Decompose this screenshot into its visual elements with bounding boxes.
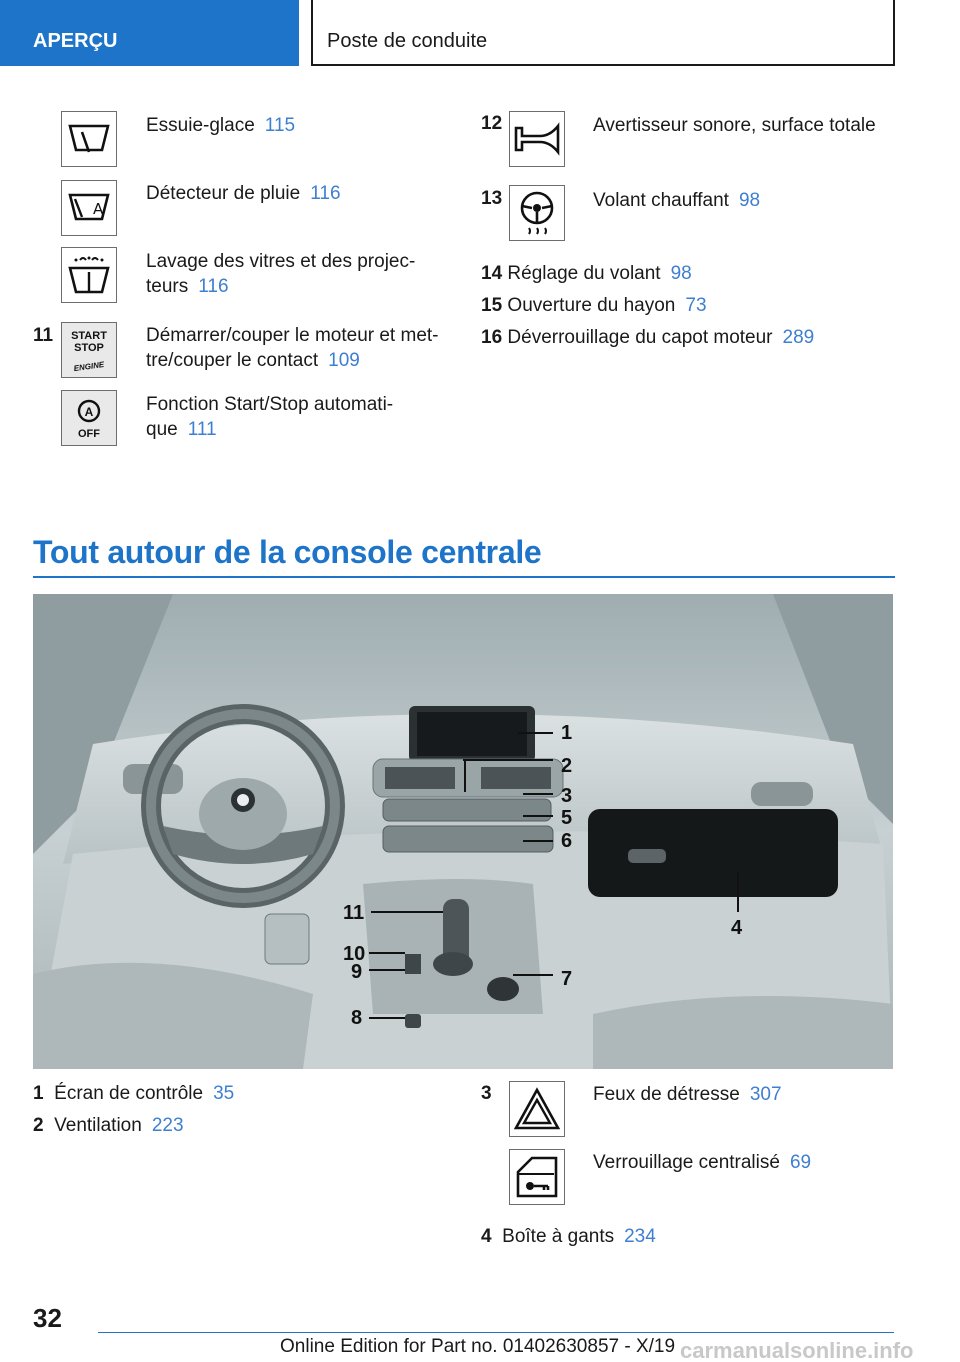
list-item-text: Avertisseur sonore, surface totale bbox=[593, 115, 876, 136]
horn-icon bbox=[509, 111, 565, 167]
callout-label: 3 bbox=[561, 785, 573, 807]
list-item-text: Feux de détresse 307 bbox=[593, 1084, 782, 1105]
list-item: 1 Écran de contrôle 35 bbox=[33, 1083, 235, 1104]
page-reference[interactable]: 109 bbox=[328, 350, 360, 371]
page-reference[interactable]: 234 bbox=[624, 1226, 656, 1247]
heated-steering-wheel-icon bbox=[509, 185, 565, 241]
svg-text:START: START bbox=[71, 330, 107, 342]
item-number: 12 bbox=[481, 113, 503, 134]
page-reference[interactable]: 116 bbox=[198, 276, 229, 297]
list-item: 4 Boîte à gants 234 bbox=[481, 1226, 656, 1247]
start-stop-engine-icon bbox=[61, 322, 117, 378]
list-item-text: Volant chauffant 98 bbox=[593, 190, 761, 211]
callout-label: 4 bbox=[731, 917, 743, 939]
page-header bbox=[0, 0, 960, 66]
list-item-text: Fonction Start/Stop automati- que 111 bbox=[146, 394, 394, 440]
page-reference[interactable]: 289 bbox=[782, 327, 815, 348]
rain-sensor-icon bbox=[61, 180, 117, 236]
washer-icon bbox=[61, 247, 117, 303]
item-number: 3 bbox=[481, 1083, 492, 1104]
watermark: carmanualsonline.info bbox=[680, 1338, 914, 1362]
section-tab: APERÇU bbox=[0, 0, 299, 66]
svg-text:STOP: STOP bbox=[74, 342, 104, 354]
edition-text: Online Edition for Part no. 01402630857 - X/19 bbox=[280, 1336, 676, 1357]
section-divider bbox=[33, 576, 895, 578]
list-item-text: Détecteur de pluie 116 bbox=[146, 183, 341, 204]
callout-label: 5 bbox=[561, 807, 573, 829]
dashboard-illustration bbox=[33, 594, 893, 1069]
list-item: 14 Réglage du volant 98 bbox=[481, 263, 692, 284]
callout-label: 8 bbox=[351, 1007, 363, 1029]
page-number: 32 bbox=[33, 1303, 62, 1333]
callout-label: 11 bbox=[343, 902, 365, 924]
page-reference[interactable]: 307 bbox=[749, 1084, 782, 1105]
svg-text:ENGINE: ENGINE bbox=[73, 359, 105, 374]
list-item: 2 Ventilation 223 bbox=[33, 1115, 184, 1136]
central-locking-icon bbox=[509, 1149, 565, 1205]
svg-text:A: A bbox=[84, 405, 94, 419]
page-reference[interactable]: 111 bbox=[187, 419, 217, 440]
list-item-text: Verrouillage centralisé 69 bbox=[593, 1152, 812, 1173]
section-title: Tout autour de la console centrale bbox=[33, 534, 542, 570]
callout-label: 6 bbox=[561, 830, 573, 852]
list-item-text: Lavage des vitres et des projec- teurs 116 bbox=[146, 251, 416, 297]
page-reference[interactable]: 116 bbox=[310, 183, 341, 204]
wiper-icon bbox=[61, 111, 117, 167]
hazard-warning-icon bbox=[509, 1081, 565, 1137]
page-reference[interactable]: 115 bbox=[264, 115, 296, 136]
page-reference[interactable]: 98 bbox=[738, 190, 761, 211]
page-reference[interactable]: 98 bbox=[670, 263, 692, 284]
page-reference[interactable]: 35 bbox=[213, 1083, 235, 1104]
svg-text:OFF: OFF bbox=[78, 428, 100, 440]
callout-label: 10 bbox=[343, 943, 366, 965]
list-item: 16 Déverrouillage du capot moteur 289 bbox=[481, 327, 815, 348]
page-reference[interactable]: 223 bbox=[151, 1115, 184, 1136]
list-item-text: Démarrer/couper le moteur et met- tre/couper le contact 109 bbox=[146, 325, 439, 371]
callout-label: 1 bbox=[561, 722, 573, 744]
callout-label: 2 bbox=[561, 755, 573, 777]
callout-label: 9 bbox=[351, 961, 363, 983]
chapter-title: Poste de conduite bbox=[311, 0, 895, 66]
footer-divider bbox=[98, 1332, 894, 1333]
page-reference[interactable]: 73 bbox=[685, 295, 707, 316]
auto-start-stop-off-icon bbox=[61, 390, 117, 446]
list-item-text: Essuie-glace 115 bbox=[146, 115, 296, 136]
svg-text:A: A bbox=[93, 200, 104, 218]
list-item: 15 Ouverture du hayon 73 bbox=[481, 295, 707, 316]
page-reference[interactable]: 69 bbox=[789, 1152, 812, 1173]
item-number: 13 bbox=[481, 188, 503, 209]
callout-label: 7 bbox=[561, 968, 573, 990]
item-number: 11 bbox=[33, 325, 54, 346]
